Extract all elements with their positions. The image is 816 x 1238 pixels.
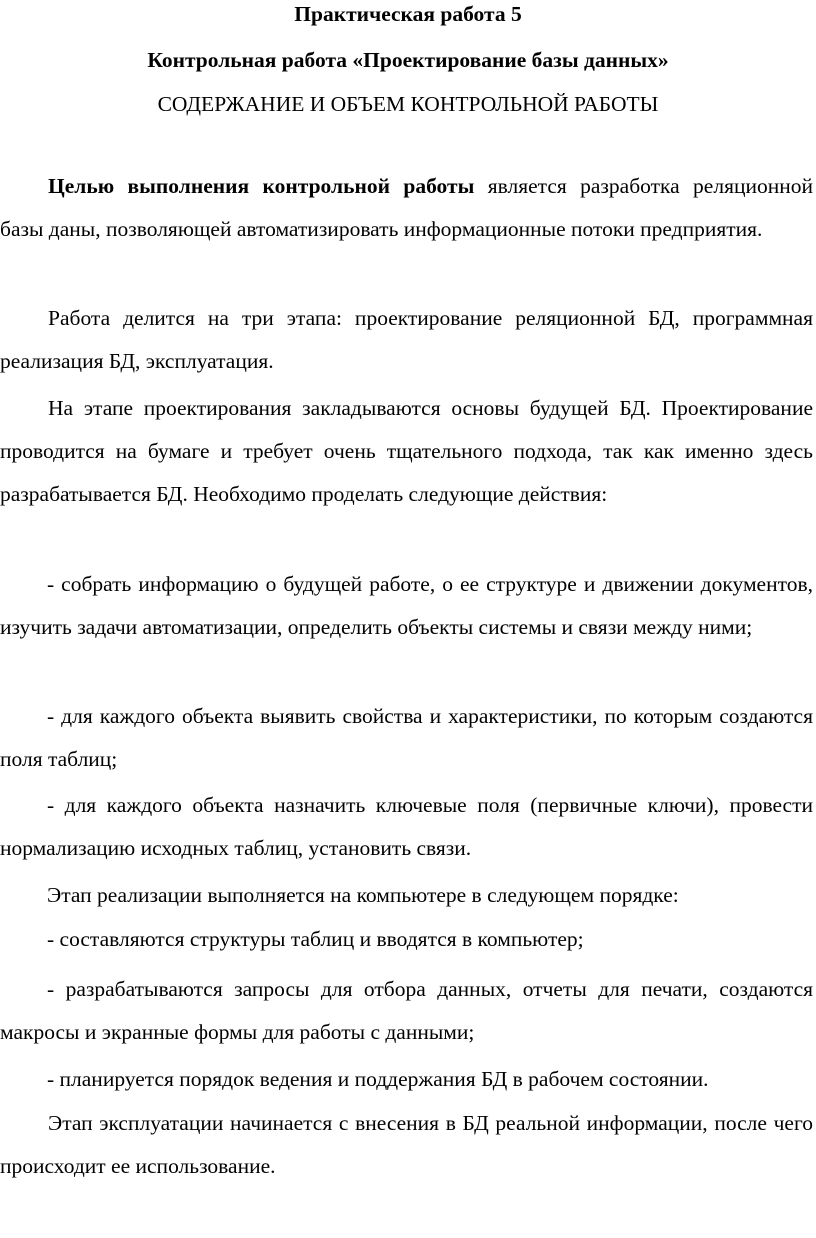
paragraph-goal — [0, 165, 813, 251]
paragraph-design-stage: На этапе проектирования закладываются основы будущей БД. Проектирование проводится на бумаге и требует очень тщательного подхода, так как именно здесь разрабатывается БД. Необходимо проделать следующие действия: — [0, 396, 813, 506]
paragraph-operation-stage: Этап эксплуатации начинается с внесения в БД реальной информации, после чего происходит ее использование. — [0, 1111, 813, 1178]
goal-lead-text: Целью выполнения контрольной работы — [48, 174, 475, 198]
list-item-maintenance: - планируется порядок ведения и поддержания БД в рабочем состоянии. — [47, 1067, 709, 1091]
list-item-collect-info: - собрать информацию о будущей работе, о ее структуре и движении документов, изучить задачи автоматизации, определить объекты системы и связи между ними; — [0, 572, 813, 639]
paragraph-implementation-stage: Этап реализации выполняется на компьютере в следующем порядке: — [47, 883, 679, 907]
list-item-keys: - для каждого объекта назначить ключевые поля (первичные ключи), провести нормализацию исходных таблиц, установить связи. — [0, 793, 813, 860]
list-item-queries-reports: - разрабатываются запросы для отбора данных, отчеты для печати, создаются макросы и экранные формы для работы с данными; — [0, 977, 813, 1044]
document-title: Практическая работа 5 — [294, 2, 522, 26]
list-item-table-structures: - составляются структуры таблиц и вводятся в компьютер; — [47, 927, 584, 951]
goal-body-text: является разработка реляционной базы даны, позволяющей автоматизировать информационные потоки предприятия. — [0, 174, 813, 241]
document-subtitle: Контрольная работа «Проектирование базы данных» — [147, 48, 669, 72]
list-item-properties: - для каждого объекта выявить свойства и характеристики, по которым создаются поля таблиц; — [0, 704, 813, 771]
section-heading: СОДЕРЖАНИЕ И ОБЪЕМ КОНТРОЛЬНОЙ РАБОТЫ — [157, 92, 659, 116]
paragraph-stages: Работа делится на три этапа: проектирование реляционной БД, программная реализация БД, эксплуатация. — [0, 306, 813, 373]
